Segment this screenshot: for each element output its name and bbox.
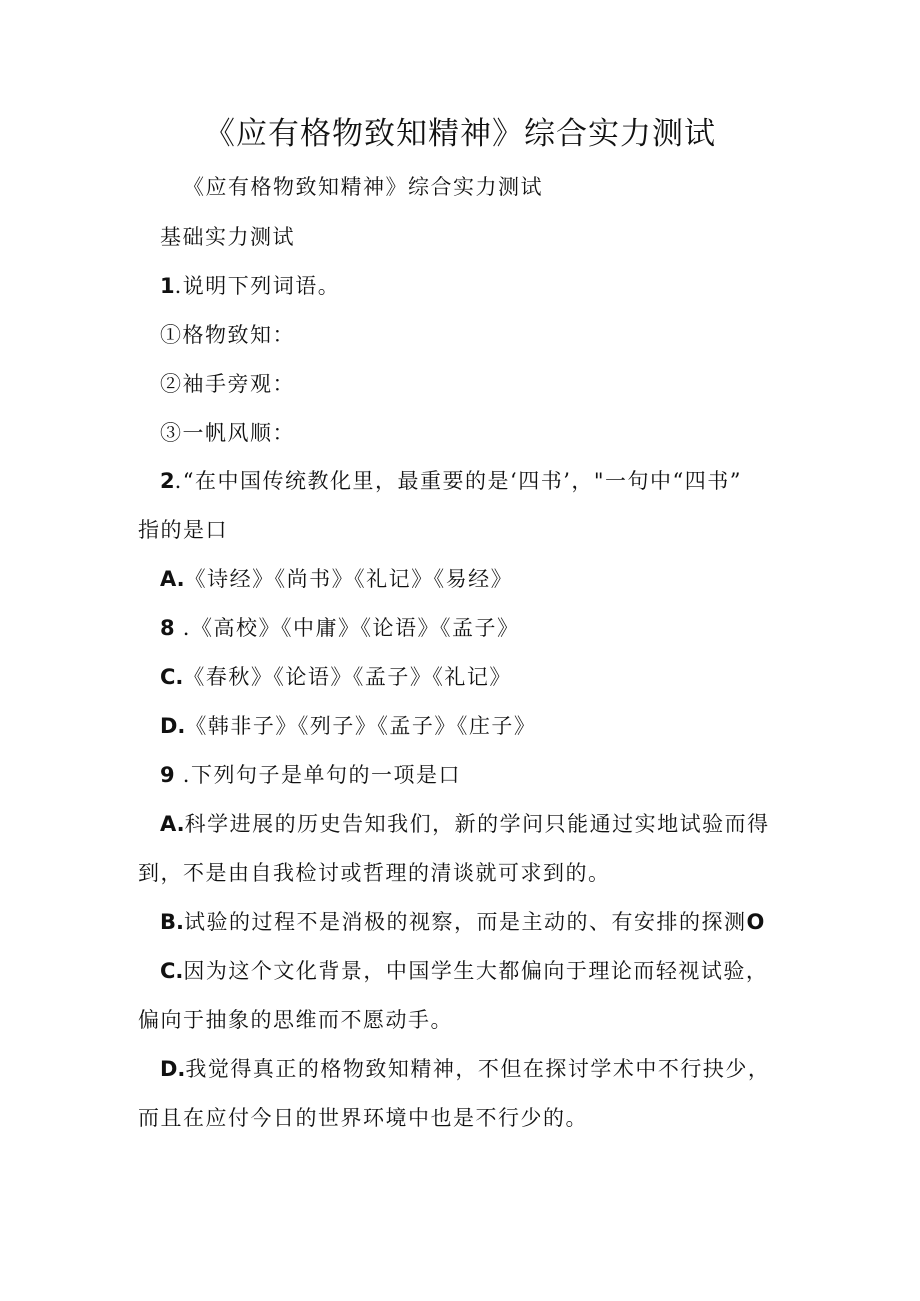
option-text: 因为这个文化背景，中国学生大都偏向于理论而轻视试验， [183, 959, 769, 983]
q3-option-c [160, 956, 768, 986]
q2-option-d [160, 711, 536, 741]
option-label: D. [160, 714, 186, 738]
question-text: .说明下列词语。 [174, 274, 341, 298]
option-label: 8 [160, 616, 175, 640]
question-text: .“在中国传统教化里，最重要的是‘四书’，"一句中“四书” [174, 469, 743, 493]
option-text: .《高校》《中庸》《论语》《孟子》 [174, 616, 520, 640]
q2-option-c [160, 662, 512, 692]
option-label: C. [160, 959, 184, 983]
question-number: 9 [160, 763, 175, 787]
question-number: 2 [160, 469, 175, 493]
question-text: .下列句子是单句的一项是口 [174, 763, 461, 787]
q3-option-c-continued: 偏向于抽象的思维而不愿动手。 [138, 1008, 453, 1032]
option-text: 《诗经》《尚书》《礼记》《易经》 [184, 567, 514, 591]
q3-option-a-continued: 到，不是由自我检讨或哲理的清谈就可求到的。 [138, 861, 611, 885]
document-title: 《应有格物致知精神》综合实力测试 [204, 116, 716, 152]
option-text: 《春秋》《论语》《孟子》《礼记》 [183, 665, 512, 689]
option-label: A. [160, 567, 185, 591]
q1-item-1: ①格物致知： [160, 323, 295, 347]
q2-option-b [160, 613, 519, 643]
q3-option-d-continued: 而且在应付今日的世界环境中也是不行少的。 [138, 1106, 588, 1130]
section-heading: 基础实力测试 [160, 225, 295, 249]
option-label: C. [160, 665, 184, 689]
option-text: 科学进展的历史告知我们，新的学问只能通过实地试验而得 [184, 812, 770, 836]
option-label: D. [160, 1057, 186, 1081]
question-2 [160, 466, 742, 496]
option-text: 我觉得真正的格物致知精神，不但在探讨学术中不行抉少， [185, 1057, 771, 1081]
q3-option-b [160, 907, 764, 937]
q3-option-d [160, 1054, 770, 1084]
question-1 [160, 271, 340, 301]
option-label: B. [160, 910, 184, 934]
q1-item-2: ②袖手旁观： [160, 372, 295, 396]
q2-option-a [160, 564, 513, 594]
q1-item-3: ③一帆风顺： [160, 421, 295, 445]
question-3 [160, 760, 461, 790]
option-label: A. [160, 812, 185, 836]
option-end-mark: O [746, 910, 765, 934]
question-number: 1 [160, 274, 175, 298]
document-subtitle: 《应有格物致知精神》综合实力测试 [183, 175, 543, 199]
option-text: 《韩非子》《列子》《孟子》《庄子》 [185, 714, 537, 738]
q3-option-a [160, 809, 770, 839]
question-2-continued: 指的是口 [138, 518, 228, 542]
option-text: 试验的过程不是消极的视察，而是主动的、有安排的探测 [183, 910, 747, 934]
